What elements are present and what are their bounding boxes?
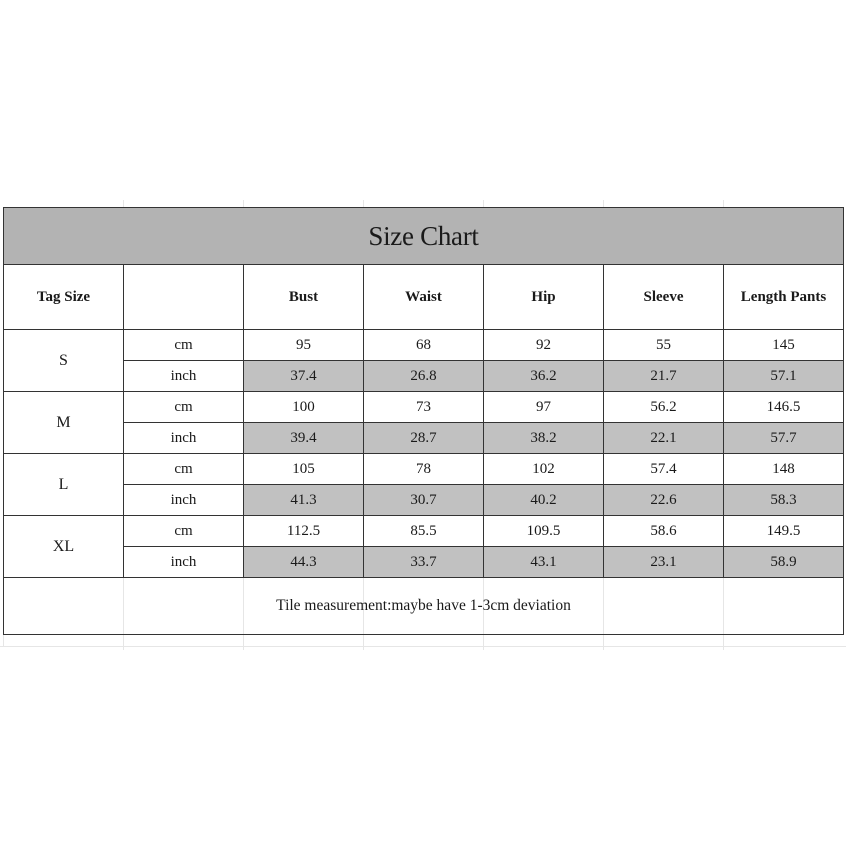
sleeve-value: 56.2: [604, 392, 724, 423]
bust-header: Bust: [244, 265, 364, 330]
sleeve-value: 21.7: [604, 361, 724, 392]
hip-value: 36.2: [484, 361, 604, 392]
size-chart-table: [3, 207, 844, 635]
hip-value: 97: [484, 392, 604, 423]
waist-value: 73: [364, 392, 484, 423]
sleeve-header: Sleeve: [604, 265, 724, 330]
hip-value: 109.5: [484, 516, 604, 547]
waist-value: 30.7: [364, 485, 484, 516]
hip-value: 102: [484, 454, 604, 485]
tag-size-header: Tag Size: [4, 265, 124, 330]
bust-value: 37.4: [244, 361, 364, 392]
unit-header: [124, 265, 244, 330]
length-pants-header: Length Pants: [724, 265, 844, 330]
table-row: [4, 361, 844, 392]
waist-value: 68: [364, 330, 484, 361]
length-pants-value: 148: [724, 454, 844, 485]
length-pants-value: 146.5: [724, 392, 844, 423]
waist-header: Waist: [364, 265, 484, 330]
header-row: [4, 265, 844, 330]
waist-value: 85.5: [364, 516, 484, 547]
unit-label: cm: [124, 330, 244, 361]
length-pants-value: 149.5: [724, 516, 844, 547]
table-row: [4, 516, 844, 547]
size-label: XL: [4, 516, 124, 578]
bust-value: 41.3: [244, 485, 364, 516]
waist-value: 33.7: [364, 547, 484, 578]
bust-value: 105: [244, 454, 364, 485]
table-row: [4, 423, 844, 454]
bust-value: 95: [244, 330, 364, 361]
sleeve-value: 22.6: [604, 485, 724, 516]
waist-value: 28.7: [364, 423, 484, 454]
waist-value: 26.8: [364, 361, 484, 392]
bust-value: 44.3: [244, 547, 364, 578]
table-row: [4, 547, 844, 578]
unit-label: inch: [124, 547, 244, 578]
title-row: [4, 208, 844, 265]
unit-label: inch: [124, 423, 244, 454]
length-pants-value: 57.1: [724, 361, 844, 392]
sleeve-value: 57.4: [604, 454, 724, 485]
hip-header: Hip: [484, 265, 604, 330]
grid-line: [0, 646, 846, 647]
hip-value: 92: [484, 330, 604, 361]
sleeve-value: 58.6: [604, 516, 724, 547]
note-row: [4, 578, 844, 635]
bust-value: 112.5: [244, 516, 364, 547]
size-label: M: [4, 392, 124, 454]
hip-value: 40.2: [484, 485, 604, 516]
sleeve-value: 55: [604, 330, 724, 361]
bust-value: 39.4: [244, 423, 364, 454]
measurement-note: Tile measurement:maybe have 1-3cm deviation: [4, 578, 844, 635]
unit-label: cm: [124, 454, 244, 485]
unit-label: cm: [124, 516, 244, 547]
unit-label: inch: [124, 485, 244, 516]
table-row: [4, 392, 844, 423]
length-pants-value: 58.3: [724, 485, 844, 516]
length-pants-value: 58.9: [724, 547, 844, 578]
sleeve-value: 22.1: [604, 423, 724, 454]
size-label: S: [4, 330, 124, 392]
length-pants-value: 145: [724, 330, 844, 361]
hip-value: 38.2: [484, 423, 604, 454]
unit-label: inch: [124, 361, 244, 392]
length-pants-value: 57.7: [724, 423, 844, 454]
sleeve-value: 23.1: [604, 547, 724, 578]
table-row: [4, 454, 844, 485]
table-row: [4, 485, 844, 516]
bust-value: 100: [244, 392, 364, 423]
chart-title: Size Chart: [4, 208, 844, 265]
waist-value: 78: [364, 454, 484, 485]
unit-label: cm: [124, 392, 244, 423]
hip-value: 43.1: [484, 547, 604, 578]
size-label: L: [4, 454, 124, 516]
table-row: [4, 330, 844, 361]
